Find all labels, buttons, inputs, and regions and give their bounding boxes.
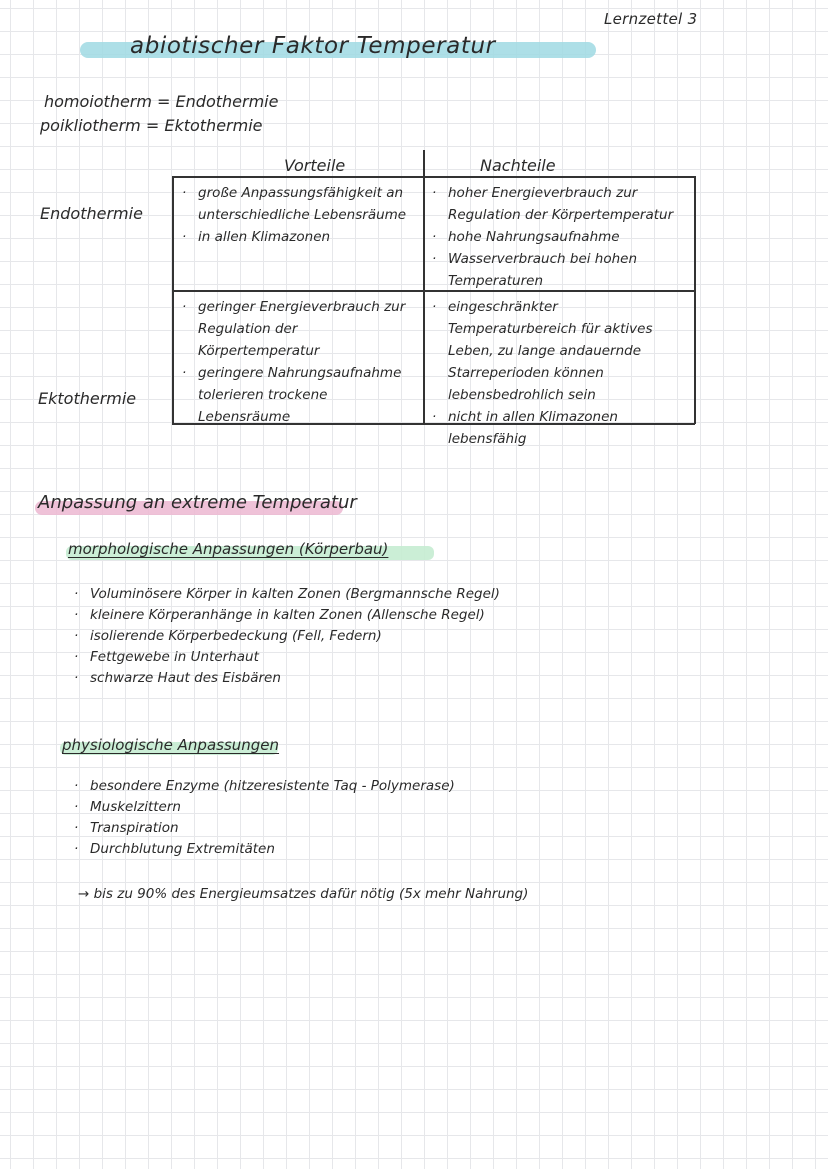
table-header-nachteile: Nachteile bbox=[480, 156, 556, 175]
cell-ektothermie-vorteile bbox=[182, 296, 414, 428]
cell-ektothermie-nachteile bbox=[432, 296, 684, 450]
list-item: · Durchblutung Extremitäten bbox=[74, 839, 455, 860]
list-item: · hoher Energieverbrauch zur Regulation der Körpertemperatur bbox=[432, 182, 684, 226]
table-left-border bbox=[172, 176, 174, 424]
list-item: · kleinere Körperanhänge in kalten Zonen (Allensche Regel) bbox=[74, 605, 500, 626]
table-column-divider bbox=[423, 150, 425, 424]
row-label-ektothermie: Ektothermie bbox=[38, 389, 137, 408]
cell-endothermie-nachteile bbox=[432, 182, 684, 292]
list-item: · isolierende Körperbedeckung (Fell, Federn) bbox=[74, 626, 500, 647]
table-top-border bbox=[172, 176, 695, 178]
row-label-endothermie: Endothermie bbox=[40, 204, 143, 223]
list-item: · Wasserverbrauch bei hohen Temperaturen bbox=[432, 248, 684, 292]
physiological-list bbox=[74, 776, 455, 860]
list-item: · Voluminösere Körper in kalten Zonen (Bergmannsche Regel) bbox=[74, 584, 500, 605]
list-item: · Fettgewebe in Unterhaut bbox=[74, 647, 500, 668]
morphological-title: morphologische Anpassungen (Körperbau) bbox=[68, 540, 389, 558]
cell-endothermie-vorteile bbox=[182, 182, 414, 248]
list-item: · eingeschränkter Temperaturbereich für aktives Leben, zu lange andauernde Starreperioden können lebensbedrohlich sein bbox=[432, 296, 684, 406]
section-title: Anpassung an extreme Temperatur bbox=[38, 492, 357, 513]
corner-label: Lernzettel 3 bbox=[604, 10, 698, 28]
list-item: · besondere Enzyme (hitzeresistente Taq - Polymerase) bbox=[74, 776, 455, 797]
list-item: · nicht in allen Klimazonen lebensfähig bbox=[432, 406, 684, 450]
list-item: · geringer Energieverbrauch zur Regulation der Körpertemperatur bbox=[182, 296, 414, 362]
page-title: abiotischer Faktor Temperatur bbox=[130, 33, 496, 59]
list-item: · hohe Nahrungsaufnahme bbox=[432, 226, 684, 248]
morphological-list bbox=[74, 584, 500, 689]
table-right-border bbox=[694, 176, 696, 424]
list-item: · Muskelzittern bbox=[74, 797, 455, 818]
table-header-vorteile: Vorteile bbox=[284, 156, 346, 175]
definition-poikliotherm: poikliotherm = Ektothermie bbox=[40, 116, 263, 135]
list-item: · geringere Nahrungsaufnahme tolerieren trockene Lebensräume bbox=[182, 362, 414, 428]
physiological-title: physiologische Anpassungen bbox=[62, 736, 280, 754]
list-item: · in allen Klimazonen bbox=[182, 226, 414, 248]
list-item: · Transpiration bbox=[74, 818, 455, 839]
list-item: · große Anpassungsfähigkeit an unterschiedliche Lebensräume bbox=[182, 182, 414, 226]
definition-homoiotherm: homoiotherm = Endothermie bbox=[44, 92, 279, 111]
energy-note: → bis zu 90% des Energieumsatzes dafür nötig (5x mehr Nahrung) bbox=[78, 886, 529, 902]
list-item: · schwarze Haut des Eisbären bbox=[74, 668, 500, 689]
